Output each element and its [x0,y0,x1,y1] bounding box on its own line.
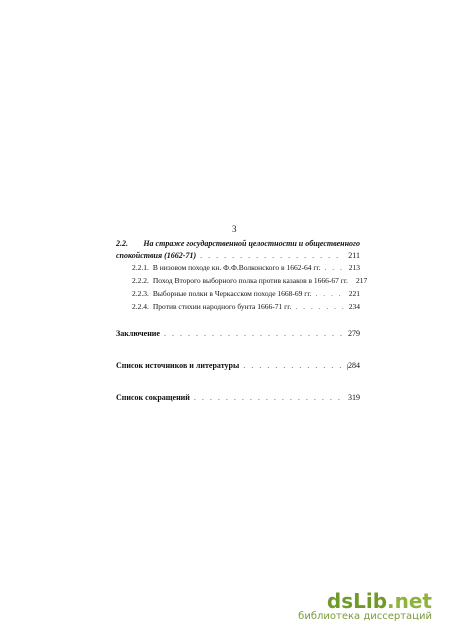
watermark-subtitle: библиотека диссертаций [298,611,432,622]
subsection-page: 234 [348,302,360,311]
toc-subsection [116,288,360,301]
subsection-title: Поход Второго выборного полка против казаков в 1666-67 гг. [152,276,348,285]
toc-subsection [116,262,360,275]
toc-section-heading [116,238,360,262]
leader-dots [315,288,344,300]
scan-mark [347,364,348,370]
leader-dots [325,262,345,274]
section-page: 211 [348,251,360,260]
subsection-title: В низовом походе кн. Ф.Ф.Волконского в 1662-64 гг. [152,263,321,272]
subsection-page: 213 [348,263,360,272]
toc-subsection [116,275,368,288]
toc-abbreviations [116,392,360,404]
subsection-title: Против стихии народного бунта 1666-71 гг. [152,302,292,311]
page-number: 3 [232,224,237,234]
subsection-number: 2.2.4. [132,302,149,311]
leader-dots [194,392,344,404]
toc-conclusion [116,328,360,340]
section-number: 2.2. [116,239,128,248]
leader-dots [164,328,344,340]
subsection-number: 2.2.2. [132,276,149,285]
toc-bibliography [116,360,360,372]
major-item-page: 284 [348,361,360,370]
subsection-page: 217 [355,276,368,285]
watermark-logo [298,591,432,611]
subsection-title: Выборные полки в Черкасском походе 1668-69 гг. [152,289,312,298]
leader-dots [200,250,344,262]
major-item-title: Список сокращений [116,393,190,402]
watermark-logo-main: dsLib [326,589,388,613]
subsection-number: 2.2.3. [132,289,149,298]
leader-dots [295,301,344,313]
watermark-logo-tld: .net [387,589,432,613]
major-item-title: Заключение [116,329,160,338]
toc-subsection [116,301,360,314]
major-item-page: 279 [348,329,360,338]
leader-dots [243,360,344,372]
subsection-page: 221 [348,289,360,298]
watermark [298,591,432,622]
table-of-contents [116,238,368,404]
subsection-number: 2.2.1. [132,263,149,272]
section-title-line1: На страже государственной целостности и общественного [143,239,360,248]
major-item-title: Список источников и литературы [116,361,240,370]
major-item-page: 319 [348,393,360,402]
section-title-line2: спокойствия (1662-71) [116,251,197,260]
